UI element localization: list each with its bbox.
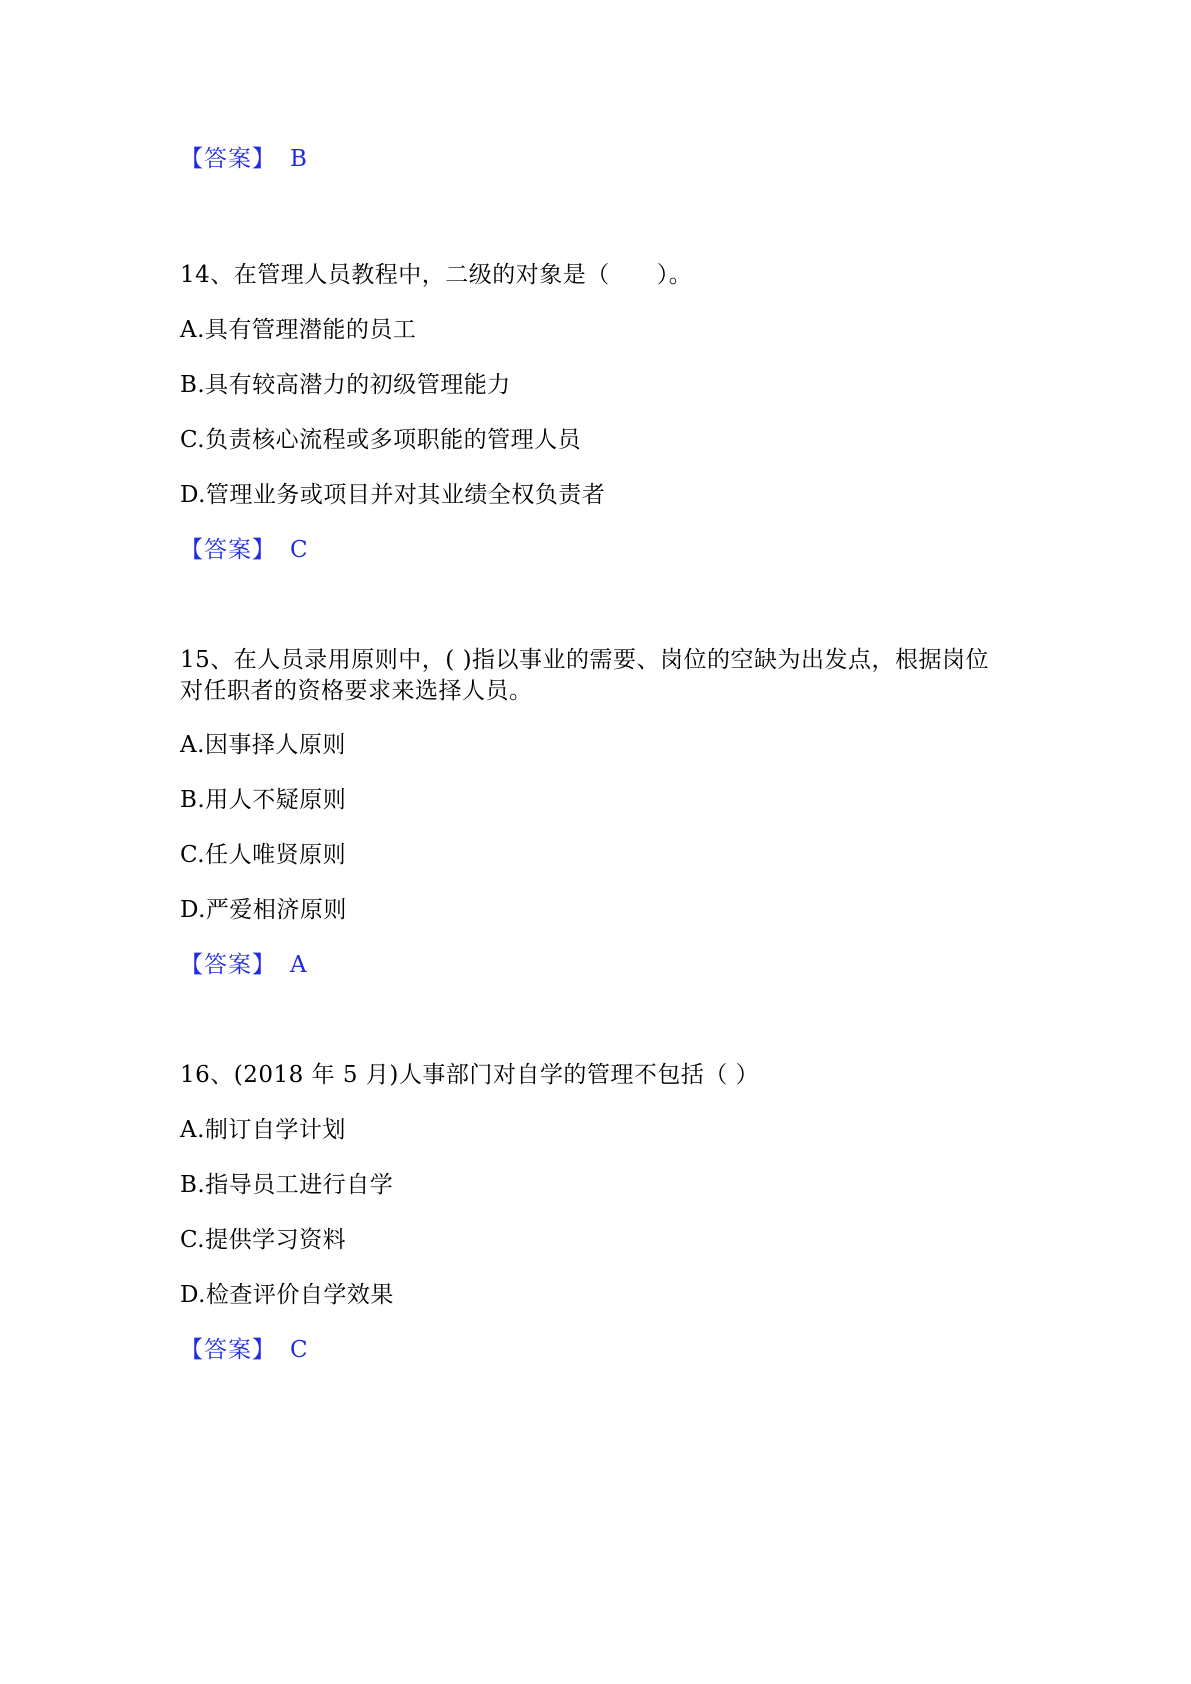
question-16-stem [180,1060,759,1090]
question-16-option-d: D.检查评价自学效果 [180,1282,394,1308]
question-16-option-c: C.提供学习资料 [180,1227,347,1253]
question-14-option-b: B.具有较高潜力的初级管理能力 [180,372,511,398]
answer-value: C [290,1337,309,1363]
question-14-stem [180,260,692,290]
answer-value: C [290,537,309,563]
question-15-option-c: C.任人唯贤原则 [180,842,347,868]
question-15-option-a: A.因事择人原则 [180,732,346,758]
question-16-answer [180,1335,308,1365]
question-14-answer [180,535,308,565]
question-number: 16、 [180,1062,234,1088]
answer-value: B [290,146,308,172]
question-number: 14、 [180,262,234,288]
answer-value: A [290,952,308,978]
question-text: 在管理人员教程中，二级的对象是（ ）。 [233,262,693,288]
question-number: 15、 [180,647,234,673]
prev-answer [180,144,307,174]
answer-label: 【答案】 [180,537,276,563]
question-15-option-d: D.严爱相济原则 [180,897,347,923]
question-15-answer [180,950,307,980]
question-14-option-c: C.负责核心流程或多项职能的管理人员 [180,427,582,453]
question-14-option-d: D.管理业务或项目并对其业绩全权负责者 [180,482,606,508]
question-16-option-a: A.制订自学计划 [180,1117,346,1143]
question-15-stem-line-2: 对任职者的资格要求来选择人员。 [180,678,533,704]
question-14-option-a: A.具有管理潜能的员工 [180,317,417,343]
answer-label: 【答案】 [180,1337,276,1363]
question-text: 在人员录用原则中，( )指以事业的需要、岗位的空缺为出发点，根据岗位 [233,647,990,673]
question-15-option-b: B.用人不疑原则 [180,787,347,813]
question-16-option-b: B.指导员工进行自学 [180,1172,394,1198]
question-15-stem [180,645,989,675]
answer-label: 【答案】 [180,146,276,172]
question-text: (2018 年 5 月)人事部门对自学的管理不包括（ ） [233,1062,760,1088]
answer-label: 【答案】 [180,952,276,978]
